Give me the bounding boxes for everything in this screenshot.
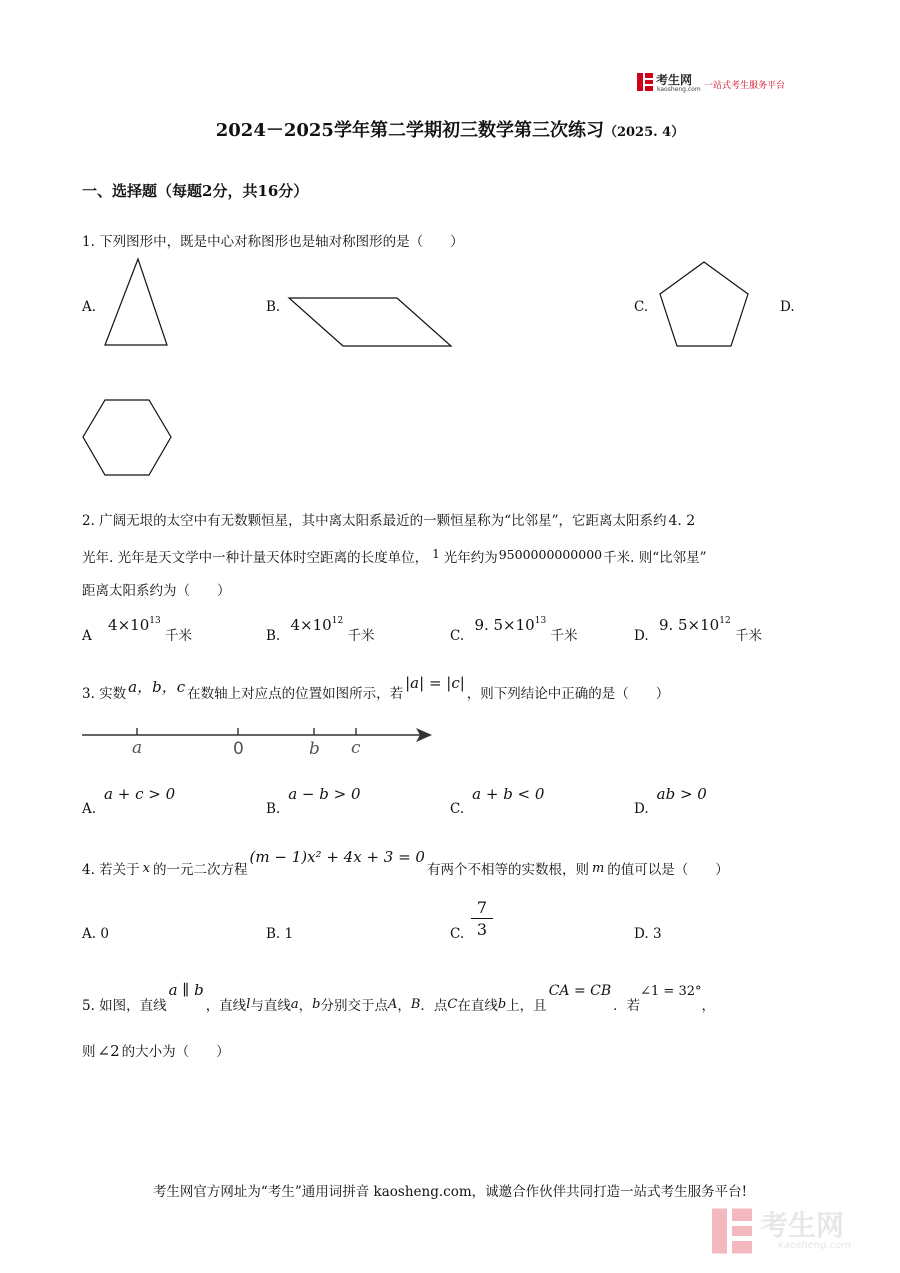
brand-logo-icon xyxy=(637,73,653,91)
brand-domain: kaosheng.com xyxy=(657,86,701,93)
section-heading: 一、选择题（每题2分，共16分） xyxy=(82,182,309,200)
watermark-domain: kaosheng.com xyxy=(778,1240,851,1251)
q3-mid: 在数轴上对应点的位置如图所示，若 xyxy=(187,686,404,702)
q5-cacb: CA = CB xyxy=(548,983,612,999)
q4-d-label: D. xyxy=(634,926,649,942)
q5-point-c: C xyxy=(447,997,458,1012)
q4-m: m xyxy=(591,861,605,876)
q5-t3: 分别交于点 xyxy=(320,998,388,1014)
q4-b-value: 1 xyxy=(284,926,294,942)
q2-b-label: B. xyxy=(266,628,281,644)
q1-hexagon-shape xyxy=(78,396,176,480)
q2-line2c: 千米. 则“比邻星” xyxy=(603,550,707,566)
q2-d-unit: 千米 xyxy=(734,628,762,644)
watermark xyxy=(712,1204,882,1258)
q2-line2b: 光年约为 xyxy=(443,550,498,566)
q1-label-c: C. xyxy=(634,299,649,315)
q5-b2: b xyxy=(497,997,507,1012)
q2-c-label: C. xyxy=(450,628,465,644)
q4-x: x xyxy=(142,861,151,876)
q2-c-exp: 13 xyxy=(534,616,547,626)
q5-t1: ，直线 xyxy=(205,998,247,1014)
q4-option-a xyxy=(82,926,109,942)
q2-line1-text: 2. 广阔无垠的太空中有无数颗恒星，其中离太阳系最近的一颗恒星称为“比邻星”，它距离太阳系约 xyxy=(82,513,667,529)
q5-parallel: a ∥ b xyxy=(168,981,204,999)
q4-option-d xyxy=(634,926,662,942)
q3-c-label: C. xyxy=(450,801,465,817)
q2-line3: 距离太阳系约为（ ） xyxy=(82,583,231,599)
q5-angle2: ∠2 xyxy=(97,1042,120,1060)
axis-label-b: b xyxy=(309,739,320,758)
footer-note: 考生网官方网址为“考生”通用词拼音 kaosheng.com，诚邀合作伙伴共同打造一站式考生服务平台! xyxy=(152,1184,748,1200)
q3-a-label: A. xyxy=(82,801,97,817)
q4-post2: 的值可以是（ ） xyxy=(607,862,729,878)
q1-label-a: A. xyxy=(82,299,97,315)
q5-point-a: A xyxy=(387,997,398,1012)
q2-c-coef: 9. 5×10 xyxy=(474,616,535,634)
q5-line2a: 则 xyxy=(82,1044,96,1060)
axis-label-c: c xyxy=(351,738,361,758)
q3-condition: |a| = |c| xyxy=(405,674,465,692)
q2-line1 xyxy=(82,509,695,529)
q3-d-label: D. xyxy=(634,801,649,817)
watermark-name: 考生网 xyxy=(760,1209,845,1242)
q3-b-expr: a − b > 0 xyxy=(288,785,361,803)
q5-point-b: B xyxy=(410,997,421,1012)
page-title xyxy=(0,116,900,142)
q5-angle1: ∠1 = 32° xyxy=(640,984,702,999)
q2-line2 xyxy=(82,546,707,566)
q5-t4: ．点 xyxy=(420,998,448,1014)
q4-a-value: 0 xyxy=(100,926,109,942)
q5-pre: 5. 如图，直线 xyxy=(82,998,167,1014)
q5-l: l xyxy=(246,997,251,1012)
q3-stem xyxy=(82,674,670,702)
q3-post: ，则下列结论中正确的是（ ） xyxy=(466,686,670,702)
q2-b-exp: 12 xyxy=(331,616,344,626)
q4-a-label: A. xyxy=(82,926,97,942)
q2-a-coef: 4×10 xyxy=(108,616,150,634)
q5-line2b: 的大小为（ ） xyxy=(121,1044,230,1060)
q4-fraction xyxy=(471,898,493,939)
q5-line2 xyxy=(82,1040,230,1060)
q4-option-b xyxy=(266,926,293,942)
q2-a-exp: 13 xyxy=(149,616,161,626)
q1-label-b: B. xyxy=(266,299,281,315)
q3-vars: a，b，c xyxy=(128,678,186,696)
q4-d-value: 3 xyxy=(652,926,662,942)
q2-d-exp: 12 xyxy=(719,616,731,626)
q1-triangle-shape xyxy=(100,255,172,350)
q3-option-c xyxy=(450,785,545,817)
q2-line2a: 光年. 光年是天文学中一种计量天体时空距离的长度单位， xyxy=(82,550,429,566)
q5-b: b xyxy=(312,997,321,1012)
q3-option-b xyxy=(266,785,361,817)
q3-pre: 3. 实数 xyxy=(82,686,127,702)
brand-slogan: 一站式考生服务平台 xyxy=(704,81,786,91)
brand-header xyxy=(637,70,807,96)
q4-fraction-num: 7 xyxy=(476,898,488,917)
q3-option-a xyxy=(82,785,176,817)
q4-equation: (m − 1)x² + 4x + 3 = 0 xyxy=(249,848,425,866)
q3-option-d xyxy=(634,785,707,817)
q4-mid: 的一元二次方程 xyxy=(153,862,248,878)
q5-t5: 在直线 xyxy=(457,998,498,1014)
q2-option-b xyxy=(266,614,375,644)
brand-name: 考生网 xyxy=(656,73,693,87)
q4-fraction-den: 3 xyxy=(476,920,488,939)
q2-big-number: 9500000000000 xyxy=(498,547,603,562)
q2-distance: 4. 2 xyxy=(668,513,696,529)
q2-a-unit: 千米 xyxy=(165,628,192,644)
q4-option-c-label: C. xyxy=(450,926,465,942)
q5-comma3: ， xyxy=(701,998,716,1014)
q5-a: a xyxy=(290,997,299,1012)
q2-option-d xyxy=(634,614,762,644)
q1-pentagon-shape xyxy=(652,258,756,350)
q2-b-unit: 千米 xyxy=(347,628,375,644)
q1-label-d: D. xyxy=(780,299,795,315)
q3-c-expr: a + b < 0 xyxy=(472,785,545,803)
q2-a-label: A xyxy=(82,628,92,644)
fraction-bar xyxy=(471,918,493,919)
q5-t2: 与直线 xyxy=(250,998,291,1014)
q2-d-label: D. xyxy=(634,628,649,644)
q5-t7: ．若 xyxy=(613,998,641,1014)
q5-comma2: ， xyxy=(397,998,411,1014)
q2-d-coef: 9. 5×10 xyxy=(658,616,720,634)
q2-one: 1 xyxy=(432,547,440,561)
q5-comma: ， xyxy=(298,998,313,1014)
title-main: 2024－2025学年第二学期初三数学第三次练习 xyxy=(215,120,604,141)
q4-stem xyxy=(82,846,729,878)
q1-parallelogram-shape xyxy=(285,294,455,350)
title-date: （2025. 4） xyxy=(603,125,685,140)
q4-pre: 4. 若关于 xyxy=(82,862,140,878)
q2-b-coef: 4×10 xyxy=(290,616,332,634)
q2-option-c xyxy=(450,614,578,644)
q2-option-a xyxy=(82,614,192,644)
axis-label-zero: 0 xyxy=(233,739,244,758)
q5-t6: 上，且 xyxy=(506,998,547,1014)
q1-stem: 1. 下列图形中，既是中心对称图形也是轴对称图形的是（ ） xyxy=(82,234,464,250)
q3-b-label: B. xyxy=(266,801,281,817)
q3-number-line xyxy=(80,722,436,758)
axis-label-a: a xyxy=(132,738,143,758)
q4-b-label: B. xyxy=(266,926,281,942)
watermark-logo-icon xyxy=(712,1206,752,1256)
q4-post1: 有两个不相等的实数根，则 xyxy=(426,862,589,878)
q2-c-unit: 千米 xyxy=(550,628,578,644)
q3-d-expr: ab > 0 xyxy=(656,785,707,803)
q3-a-expr: a + c > 0 xyxy=(104,785,176,803)
q5-line1 xyxy=(82,980,716,1014)
